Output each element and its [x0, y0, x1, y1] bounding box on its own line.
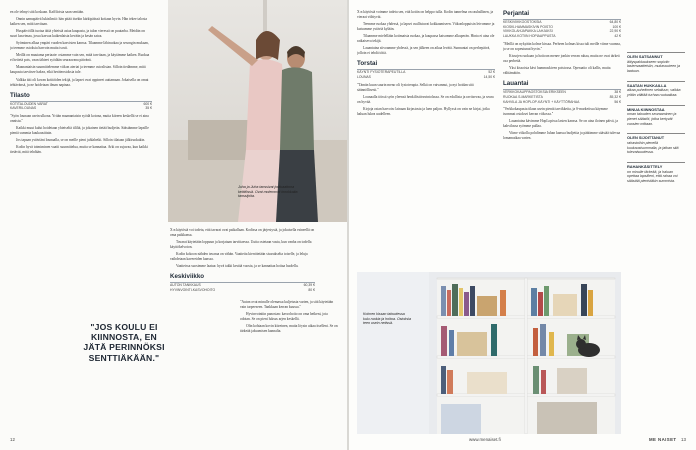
- expense-amount: 22,90 €: [609, 29, 621, 34]
- expense-amount: 100 €: [612, 24, 621, 29]
- photo-bookshelf-cat: [357, 272, 621, 434]
- paragraph: "Auton ovat minulle olemassa kuljetusta varten, ja sitä käytetään vain tarpeeseen. Tankkaan kerran kuussa.": [240, 300, 334, 310]
- sidebar-item-title: RAHANKÄSITTELY: [627, 163, 663, 169]
- paragraph: "Meillä on nykyään kolme kissaa. Perheen kolmas kissa tuli meille viime vuonna, ja se on sopeutunut hyvin.": [503, 41, 621, 51]
- sidebar-item-title: SAATAN HUKKAILLA: [627, 82, 667, 88]
- paragraph: Olin kohtaan kovin kiireinen, mutta löysin aikaa itselleni. Se on tärkeää jaksamisen kannalta.: [240, 324, 338, 334]
- paragraph: Valkka äiti oli kovan kotitöiden tekijä, ja lapset ovat oppineet auttamaan. Jokaisella on omat tehtävänsä, ja ne hoidetaan ilman napinaa.: [10, 77, 149, 87]
- expense-list-torstai: [357, 69, 495, 79]
- sidebar-item: [627, 162, 685, 184]
- expense-amount: 52 €: [488, 70, 495, 75]
- expense-label: LOUNAS: [357, 75, 371, 80]
- expense-label: RUOKAA S-MARKETISTA: [503, 94, 543, 99]
- paragraph: "Syön lounaan usein ulkona. Yritän maanantaisin syödä kotona, mutta kiireen keskellä se ei aina onnistu.": [10, 114, 149, 124]
- paragraph: Onnin aamupäivä lukisilmiä: hän pitää itsekin kärkipäässä kotiaan hyvin. Hän tekee talosta kaiken sen, mitä tarvitaan.: [10, 17, 147, 27]
- expense-label: VIIKKOLAHJAPAKKA LAHJAKSI: [503, 29, 553, 34]
- section-heading-perjantai: Perjantai: [503, 10, 530, 17]
- paragraph: Lauantaina siivoamme yhdessä, ja sen jälkeen on aikaa levätä. Sunnuntai on perhepäivä, jolloin ei tehdä töitä.: [357, 46, 491, 56]
- paragraph: Huspäivöillä tuotaa äitiä yhteistä asiaa kaupasta, ja talon vieressä on puutarha. Meidän on suuri kasvimaa, jossa kasvaa kaikenlaista kevään ja kesän satoa.: [10, 29, 145, 39]
- expense-list-tilasto: [10, 101, 152, 111]
- expense-label: KAVERILOUNAS: [10, 106, 37, 111]
- paragraph: Kaikki muut kulut hoidetaan yhteiseltä tililtä, ja jokainen tietää budjetin. Säästämme lapsille pieniä summia kuukausittain.: [10, 126, 149, 136]
- section-heading-keskiviikko: Keskiviikko: [170, 273, 205, 281]
- expense-row: [10, 106, 152, 111]
- expense-row: [503, 34, 621, 39]
- expense-amount: 14,50 €: [483, 75, 495, 80]
- expense-amount: 64,80 €: [609, 20, 621, 24]
- sidebar-item-text: aikaa puhelimen selailuun, vaikka yritän välttää turhaa ruutuaikaa.: [627, 88, 681, 97]
- expense-row: [170, 288, 315, 293]
- expense-amount: 56 €: [614, 99, 621, 104]
- sidebar-item: [627, 52, 685, 74]
- left-col1-intro: [10, 10, 152, 88]
- paragraph: Lounaalla töissä syön yleensä henkilöstöravintolassa. Se on edullista ja ravitsevaa, ja seura on hyvää.: [357, 94, 494, 104]
- paragraph: Kodin kokoon nähden tavaraa on vähän. Vaatteita kierrätetään sisarukselta toiselle, ja leluja vaihdetaan kavereiden kanssa.: [170, 252, 308, 262]
- expense-row: [503, 100, 621, 105]
- paragraph: Kissojen ruokaan ja hoitoon menee jonkin verran rahaa, mutta ne ovat tärkeä osa perhettä.: [503, 53, 620, 63]
- section-heading-lauantai: Lauantai: [503, 80, 529, 88]
- expense-amount: 60,39 €: [303, 283, 315, 288]
- photo-caption: Juha ja Juha tanssivat jouluaattona keittiössä. Ovat molemmat innokkaita tanssijoita.: [238, 185, 298, 199]
- sidebar-item-title: OLEN SIJOITTANUT: [627, 135, 665, 141]
- right-col2b-body: [503, 107, 621, 141]
- sidebar-item: [627, 81, 685, 98]
- expense-label: LAUKKA KOTIIN HOPIAAPPUSTA: [503, 34, 556, 39]
- paragraph: X:n käytöstä voimme todeta sen, että kotiin on helppo tulla. Kodin tunnelma on rauhallinen, ja vieraat viihtyvät.: [357, 10, 494, 20]
- expense-amount: 80 €: [308, 288, 315, 293]
- expense-label: KAHVILA JA HOPLOP-KÄYNTI + KÄYTTÖRAHAA: [503, 99, 580, 104]
- website-url: www.menaiset.fi: [469, 437, 501, 442]
- right-column-2: [503, 10, 621, 265]
- paragraph: Viime viikolla pohdimme Juhan kanssa budjettia ja päätimme säästää tulevaa lomamatkaa varten.: [503, 131, 621, 141]
- paragraph: Kirjoja ostan harvoin: lainaan kirjastosta ja luen paljon. Hyllyssä on vain ne kirjat, jotka haluan lukea uudelleen.: [357, 106, 490, 117]
- pull-quote: "JOS KOULU EI KIINNOSTA, EN JÄTÄ PERINNÖKSI SENTTIÄKÄÄN.": [83, 322, 165, 363]
- paragraph: "Verkkokaupasta tilaan usein pieniä tarvikkeita, ja S-marketissa käymme isommat ostokset kerran viikossa.": [503, 107, 608, 117]
- expense-amount: 600 €: [143, 101, 152, 106]
- sidebar-facts: [627, 52, 685, 190]
- expense-label: KESKIVIIKKOOSTOKSIA: [503, 20, 542, 24]
- bookshelf-illustration: [357, 272, 621, 434]
- page-number-right: 13: [681, 437, 686, 442]
- paragraph: Meillä on muutama periaate: ostamme vain sen, mitä tarvitaan, ja käytämme kaiken. Ruokaa ei heitetä pois, vaan tähteet syödään seuraavana päivänä.: [10, 53, 150, 63]
- paragraph: Kodin hyvä toimiminen vaatii suunnittelua, mutta se kannattaa. Arki on sujuvaa, kun kaikki tietävät, mitä tehdään.: [10, 145, 148, 155]
- sidebar-item: [627, 133, 685, 155]
- section-heading-torstai: Torstai: [357, 60, 378, 68]
- expense-label: AUTON TANKKAUS: [170, 283, 201, 288]
- paragraph: Lauantaina kävimme HopLopissa lasten kanssa. Se on aina iloinen päivä, ja kahvilassa syömme pullaa.: [503, 119, 618, 129]
- photo-caption: Kolmen kissan taloudessa kulu ruokia ja hoitoa. Ostoksia teen usein netissä.: [363, 312, 411, 326]
- expense-label: KÄYNTI FYSIOTERAPEUTILLA: [357, 70, 406, 75]
- expense-label: VERKKOKAUPPAOSTOKSIA ERIKSEEN: [503, 90, 566, 95]
- right-column-1: [357, 10, 495, 260]
- paragraph: Syöminen alkaa ympäri vuoden kasvisten kanssa. Tilaamme lähiruokaa ja sesongin mukaan, ja teemme ostoksia harvoin mutta isosti.: [10, 41, 149, 51]
- expense-label: HYVINVOINTI-KASVOHOITO: [170, 288, 216, 293]
- expense-amount: 35 €: [145, 106, 152, 111]
- sidebar-item-text: äitiyspakkaukseen sopiviin lastenvaatteisiin, mukavuuteen ja laatuun.: [627, 59, 680, 73]
- page-number-left: 12: [10, 437, 15, 442]
- sidebar-item-title: OLEN SATSANNUT: [627, 54, 663, 59]
- left-col1-body: [10, 114, 152, 155]
- expense-amount: 38 €: [614, 90, 621, 95]
- magazine-brand: ME NAISET: [649, 437, 677, 442]
- sidebar-item-title: MINUA KIINNOSTAA: [627, 106, 665, 112]
- right-col2-body: [503, 42, 621, 76]
- section-heading-tilasto: Tilasto: [10, 91, 30, 99]
- left-page: [0, 0, 347, 450]
- paragraph: "Tämän kuun suurin meno oli fysioterapia. Selkä on vaivannut, ja nyt hoidan sitä säännöllisesti.": [357, 82, 474, 92]
- expense-amount: 85,32 €: [609, 94, 621, 99]
- paragraph: Vaatteissa suosimme laatua: hyvä takki kestää vuosia, ja se kannattaa hoitaa huolella.: [176, 264, 299, 269]
- paragraph: Maanantaisin suunnittelemme viikon ateriat ja teemme ostoslistan. Silloin tiedämme, mitä kaupasta tarvitsee hakea, eikä heräteostoksia tule.: [10, 65, 146, 75]
- expense-list-lauantai: [503, 89, 621, 104]
- expense-list-keskiviikko: [170, 282, 315, 292]
- paragraph: Tavarat käytetään loppuun ja korjataan tarvittaessa. Uutta ostetaan vasta, kun vanha on todella käyttökelvoton.: [170, 240, 312, 250]
- expense-label: KIOSKI-HAMMASKIVIN POISTO: [503, 24, 553, 29]
- paragraph: X:n käytöstä voi todeta, että tavarat ovat paikallaan. Kodissa on järjestystä, ja jokaisella esineellä on oma paikkansa.: [170, 228, 315, 238]
- paragraph: Tilaamme mielellään kotimaista ruokaa, ja kaupassa katsomme alkuperän. Hinta ei aina ole ratkaiseva tekijä.: [357, 34, 495, 44]
- expense-label: KOTITALOUDEN VARAT: [10, 101, 48, 106]
- expense-list-perjantai: [503, 19, 621, 39]
- paragraph: Hyvinvointiin panostan: kasvohoito on oma hetkeni, jota odotan. Se on pieni luksus arjen keskellä.: [240, 312, 328, 322]
- paragraph: en ole tehnyt sitä koskaan. Kaffiloista saan sentään.: [10, 10, 85, 14]
- left-column-1: [10, 10, 152, 430]
- left-column-2b: [240, 300, 338, 430]
- paragraph: Teemme ruokaa yhdessä, ja lapset osallistuvat kokkaamiseen. Viikonloppuisin leivomme ja kutsumme ystäviä kylään.: [357, 22, 495, 32]
- sidebar-item: [627, 105, 685, 127]
- sidebar-item-text: oman talouden seuraaminen ja pienet säästöt, jotka kertyvät vuosien mittaan.: [627, 112, 677, 126]
- paragraph: Yksi kissoista kävi hammaskiven poistossa. Operaatio oli kallis, mutta välttämätön.: [503, 66, 611, 76]
- expense-row: [357, 75, 495, 80]
- paragraph: Jos tapaan ystäviäni lounaalla, se on meille pieni juhlahetki. Silloin tilataan jälkiruokakin.: [16, 138, 146, 143]
- sidebar-item-text: rahastoihin pienellä kuukausisummalla, ja jatkan sitä tulevaisuudessa.: [627, 140, 679, 155]
- sidebar-item-text: on minulle tärkeää, ja haluan opettaa lapsilleni, että rahaa voi säästää pienistäkin summista.: [627, 169, 678, 183]
- expense-amount: 42 €: [614, 34, 621, 39]
- right-col1-body: [357, 83, 495, 117]
